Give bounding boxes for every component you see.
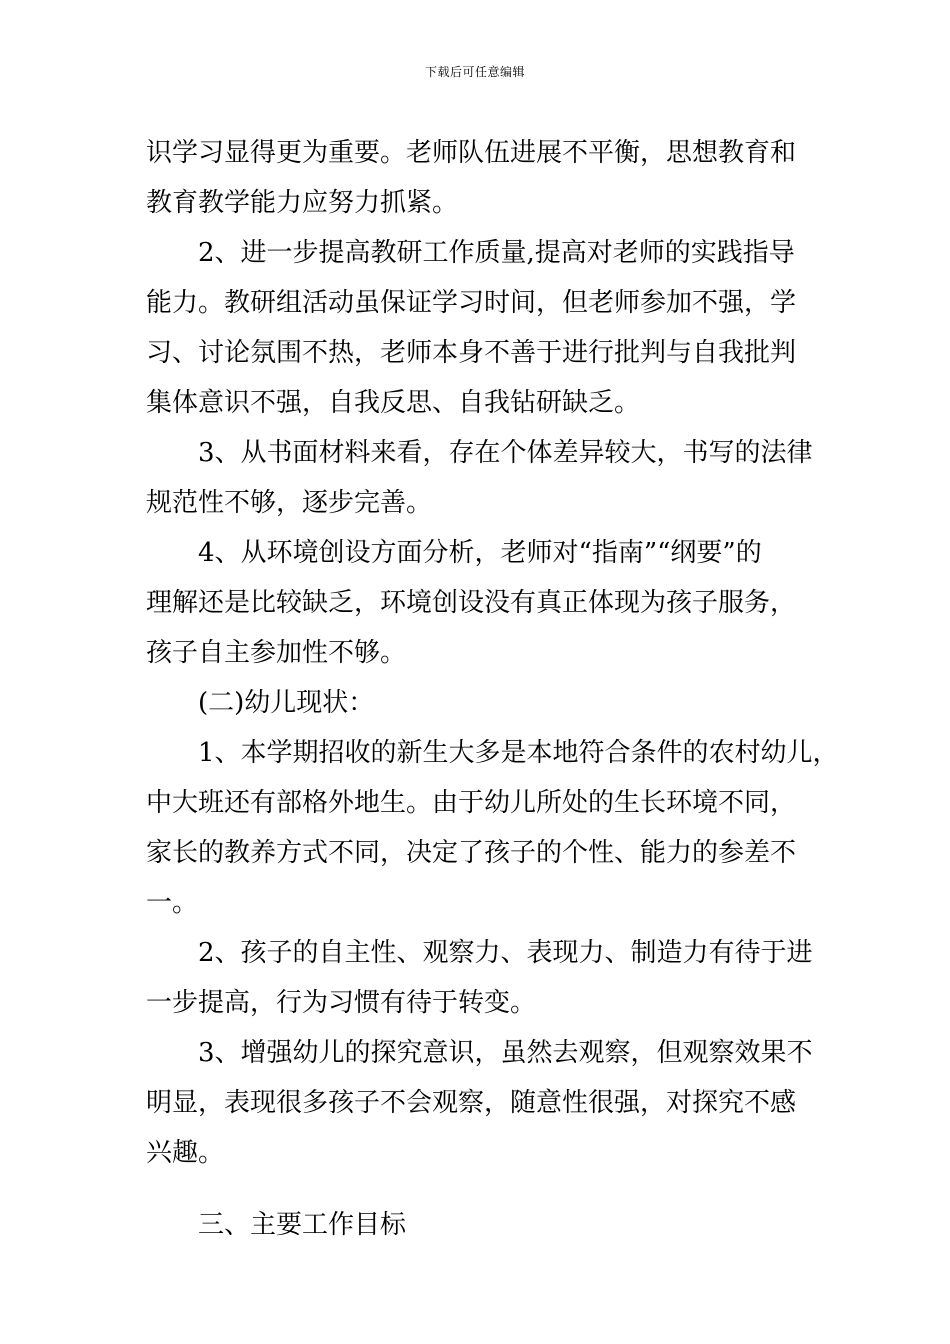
- paragraph-start: 1、本学期招收的新生大多是本地符合条件的农村幼儿，: [198, 738, 839, 768]
- text-line: 识学习显得更为重要。老师队伍进展不平衡，思想教育和: [146, 138, 797, 168]
- paragraph-start: 2、孩子的自主性、观察力、表现力、制造力有待于进: [198, 938, 813, 968]
- page-header: 下载后可任意编辑: [424, 65, 525, 79]
- text-line: 孩子自主参加性不够。: [146, 638, 407, 668]
- text-line: 明显，表现很多孩子不会观察，随意性很强，对探究不感: [146, 1088, 797, 1118]
- text-line: 中大班还有部格外地生。由于幼儿所处的生长环境不同，: [146, 788, 797, 818]
- paragraph-start: 2、进一步提高教研工作质量,提高对老师的实践指导: [198, 238, 795, 268]
- spacer: [146, 1178, 816, 1200]
- text-line: 能力。教研组活动虽保证学习时间，但老师参加不强，学: [146, 288, 797, 318]
- text-line: 习、讨论氛围不热，老师本身不善于进行批判与自我批判: [146, 338, 797, 368]
- section-heading: 三、主要工作目标: [198, 1210, 407, 1240]
- text-line: 一。: [146, 888, 199, 918]
- paragraph-start: 4、从环境创设方面分析，老师对“指南”“纲要”的: [198, 538, 762, 568]
- section-heading: (二)幼儿现状：: [198, 688, 375, 718]
- text-line: 规范性不够，逐步完善。: [146, 488, 433, 518]
- document-body: [146, 128, 839, 1250]
- text-line: 教育教学能力应努力抓紧。: [146, 188, 459, 218]
- text-line: 一步提高，行为习惯有待于转变。: [146, 988, 537, 1018]
- text-line: 兴趣。: [146, 1138, 225, 1168]
- text-line: 理解还是比较缺乏，环境创设没有真正体现为孩子服务，: [146, 588, 797, 618]
- text-line: 集体意识不强，自我反思、自我钻研缺乏。: [146, 388, 641, 418]
- text-line: 家长的教养方式不同，决定了孩子的个性、能力的参差不: [146, 838, 797, 868]
- paragraph-start: 3、增强幼儿的探究意识，虽然去观察，但观察效果不: [198, 1038, 813, 1068]
- paragraph-start: 3、从书面材料来看，存在个体差异较大，书写的法律: [198, 438, 813, 468]
